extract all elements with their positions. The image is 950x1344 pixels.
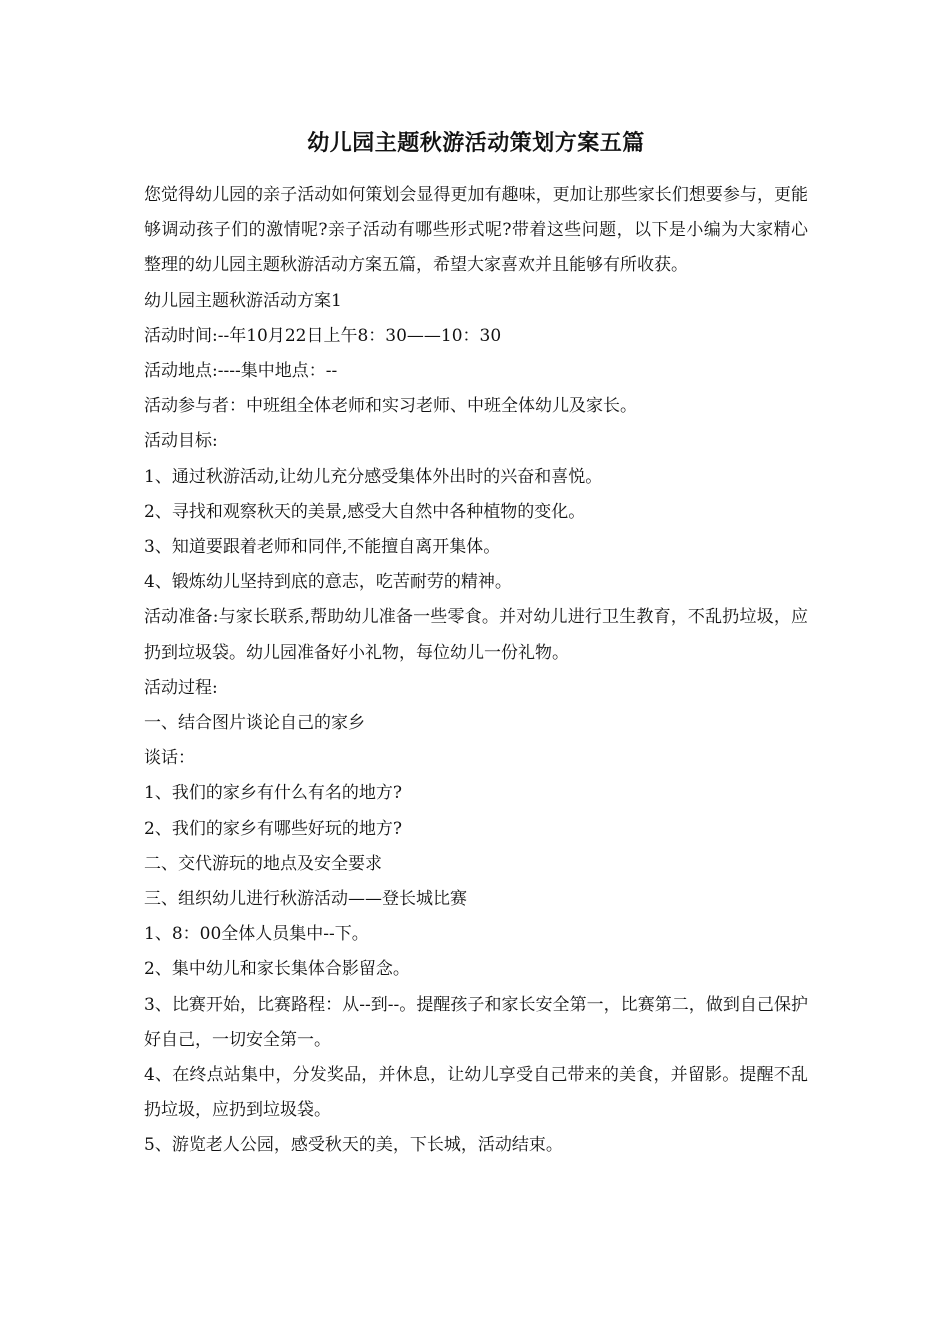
activity-participants: 活动参与者：中班组全体老师和实习老师、中班全体幼儿及家长。 [144,396,637,417]
section-heading: 三、组织幼儿进行秋游活动——登长城比赛 [144,889,467,910]
talk-item: 1、我们的家乡有什么有名的地方? [144,783,402,804]
talk-item: 2、我们的家乡有哪些好玩的地方? [144,818,402,839]
step-item: 2、集中幼儿和家长集体合影留念。 [144,959,410,980]
step-item: 4、在终点站集中，分发奖品，并休息，让幼儿享受自己带来的美食，并留影。提醒不乱扔垃圾，应扔到垃圾袋。 [144,1065,808,1121]
talk-heading: 谈话： [144,748,195,769]
plan-1-heading: 幼儿园主题秋游活动方案1 [144,290,342,311]
step-item: 5、游览老人公园，感受秋天的美，下长城，活动结束。 [144,1135,563,1156]
step-item: 1、8：00全体人员集中--下。 [144,924,369,945]
activity-location: 活动地点:----集中地点：-- [144,361,338,382]
document-title: 幼儿园主题秋游活动策划方案五篇 [307,130,645,156]
activity-preparation: 活动准备:与家长联系,帮助幼儿准备一些零食。并对幼儿进行卫生教育，不乱扔垃圾，应扔到垃圾袋。幼儿园准备好小礼物，每位幼儿一份礼物。 [144,607,808,663]
section-heading: 一、结合图片谈论自己的家乡 [144,713,365,734]
activity-goals-heading: 活动目标: [144,431,218,452]
step-item: 3、比赛开始，比赛路程：从--到--。提醒孩子和家长安全第一，比赛第二，做到自己保护好自己，一切安全第一。 [144,994,808,1050]
section-heading: 二、交代游玩的地点及安全要求 [144,853,382,874]
document-page [144,128,808,1164]
activity-time: 活动时间:--年10月22日上午8：30——10：30 [144,325,502,346]
goal-item: 3、知道要跟着老师和同伴,不能擅自离开集体。 [144,537,501,558]
intro-paragraph: 您觉得幼儿园的亲子活动如何策划会显得更加有趣味，更加让那些家长们想要参与，更能够调动孩子们的激情呢?亲子活动有哪些形式呢?带着这些问题，以下是小编为大家精心整理的幼儿园主题秋游活动方案五篇，希望大家喜欢并且能够有所收获。 [144,185,808,276]
goal-item: 1、通过秋游活动,让幼儿充分感受集体外出时的兴奋和喜悦。 [144,466,603,487]
goal-item: 2、寻找和观察秋天的美景,感受大自然中各种植物的变化。 [144,501,586,522]
goal-item: 4、锻炼幼儿坚持到底的意志，吃苦耐劳的精神。 [144,572,512,593]
activity-process-heading: 活动过程: [144,677,218,698]
